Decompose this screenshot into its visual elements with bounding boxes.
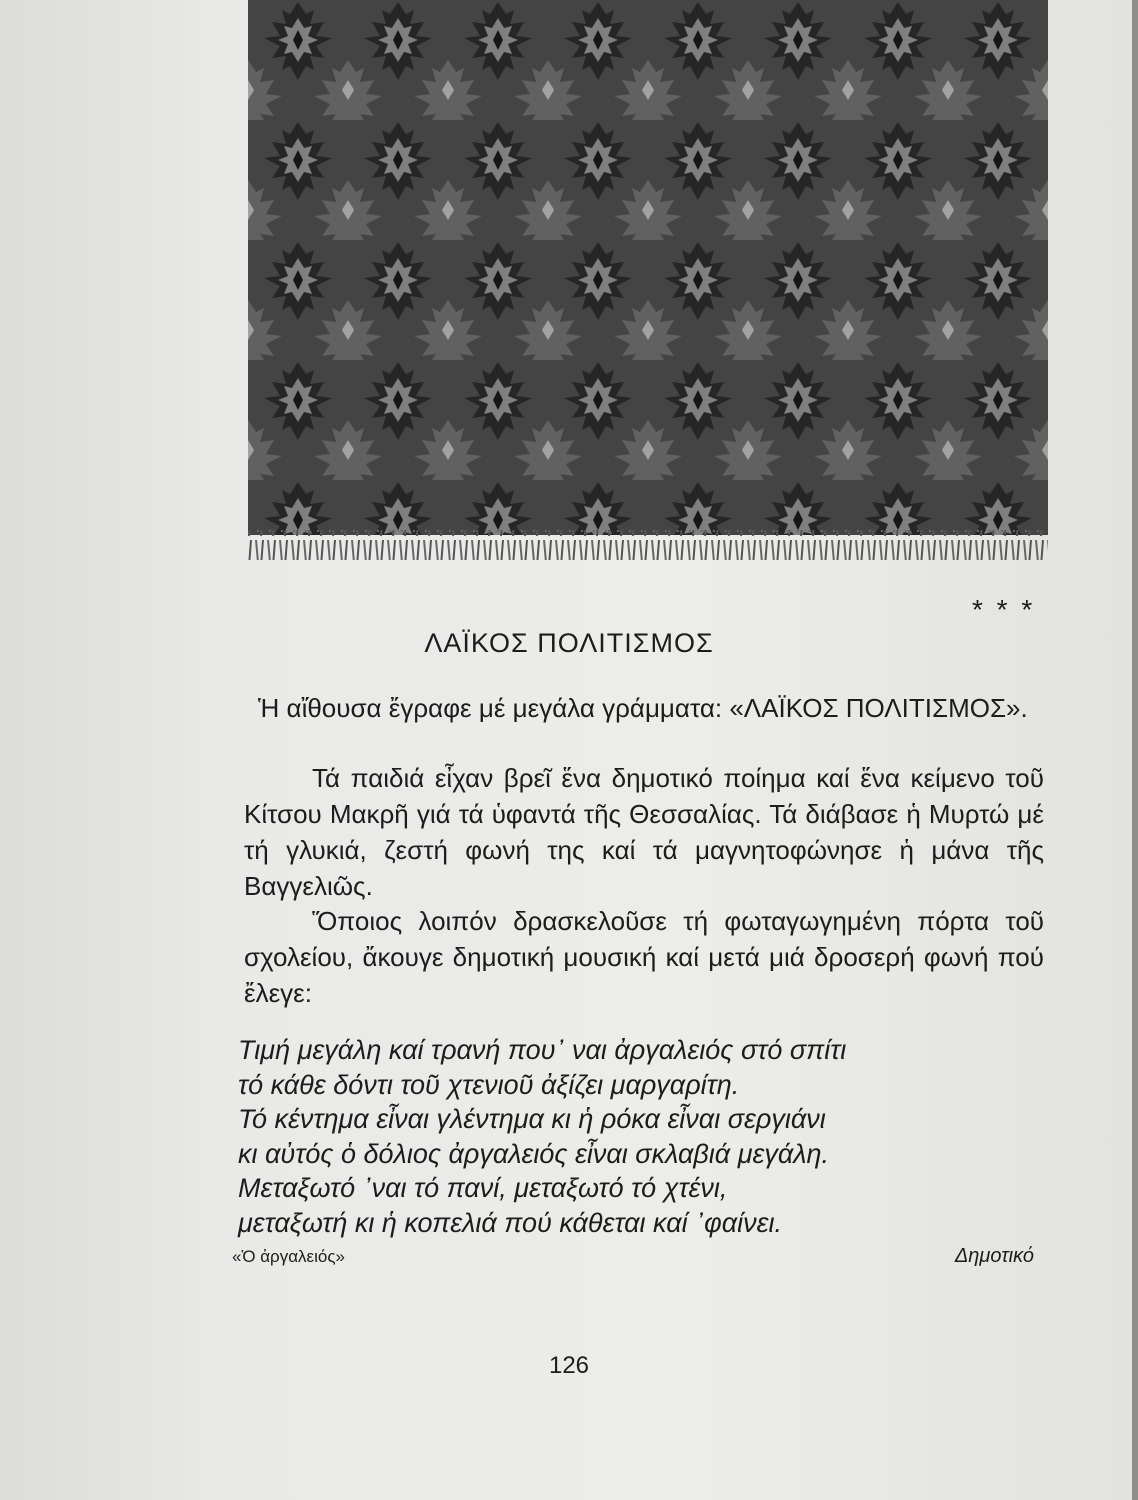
poem-line: κι αὐτός ὁ δόλιος ἀργαλειός εἶναι σκλαβιά μεγάλη. xyxy=(238,1138,830,1169)
poem-line: Μεταξωτό ᾽ναι τό πανί, μεταξωτό τό χτένι, xyxy=(238,1173,728,1203)
paragraph-3: Ὅποιος λοιπόν δρασκελοῦσε τή φωταγωγημένη πόρτα τοῦ σχολείου, ἄκουγε δημοτική μουσική καί μετά μιά δροσερή φωνή πού ἔλεγε: xyxy=(244,906,1044,1008)
woven-rug-icon xyxy=(248,0,1048,565)
section-heading: ΛΑΪΚΟΣ ΠΟΛΙΤΙΣΜΟΣ xyxy=(424,628,714,658)
poem xyxy=(238,1033,1058,1240)
section-ornament: * * * xyxy=(972,594,1036,625)
rug-photo xyxy=(248,0,1048,565)
paragraph-1: Ἡ αἴθουσα ἔγραφε μέ μεγάλα γράμματα: «ΛΑΪΚΟΣ ΠΟΛΙΤΙΣΜΟΣ». xyxy=(258,693,1028,723)
poem-line: Τιμή μεγάλη καί τρανή που᾽ ναι ἀργαλειός στό σπίτι xyxy=(238,1035,847,1065)
poem-title-caption: «Ὁ ἀργαλειός» xyxy=(232,1247,346,1266)
paragraph-2: Τά παιδιά εἶχαν βρεῖ ἕνα δημοτικό ποίημα καί ἕνα κείμενο τοῦ Κίτσου Μακρῆ γιά τά ὑφαντά τῆς Θεσσαλίας. Τά διάβασε ἡ Μυρτώ μέ τή γλυκιά, ζεστή φωνή της καί τά μαγνητοφώνησε ἡ μάνα τῆς Βαγγελιῶς. xyxy=(244,763,1044,901)
page-number: 126 xyxy=(548,1352,590,1379)
poem-attribution: Δημοτικό xyxy=(954,1245,1034,1267)
poem-line: μεταξωτή κι ἡ κοπελιά πού κάθεται καί ᾽φαίνει. xyxy=(238,1207,782,1238)
page-edge xyxy=(1132,0,1138,1500)
poem-line: τό κάθε δόντι τοῦ χτενιοῦ ἀξίζει μαργαρίτη. xyxy=(238,1069,740,1100)
poem-line: Τό κέντημα εἶναι γλέντημα κι ἡ ρόκα εἶναι σεργιάνι xyxy=(238,1104,826,1134)
